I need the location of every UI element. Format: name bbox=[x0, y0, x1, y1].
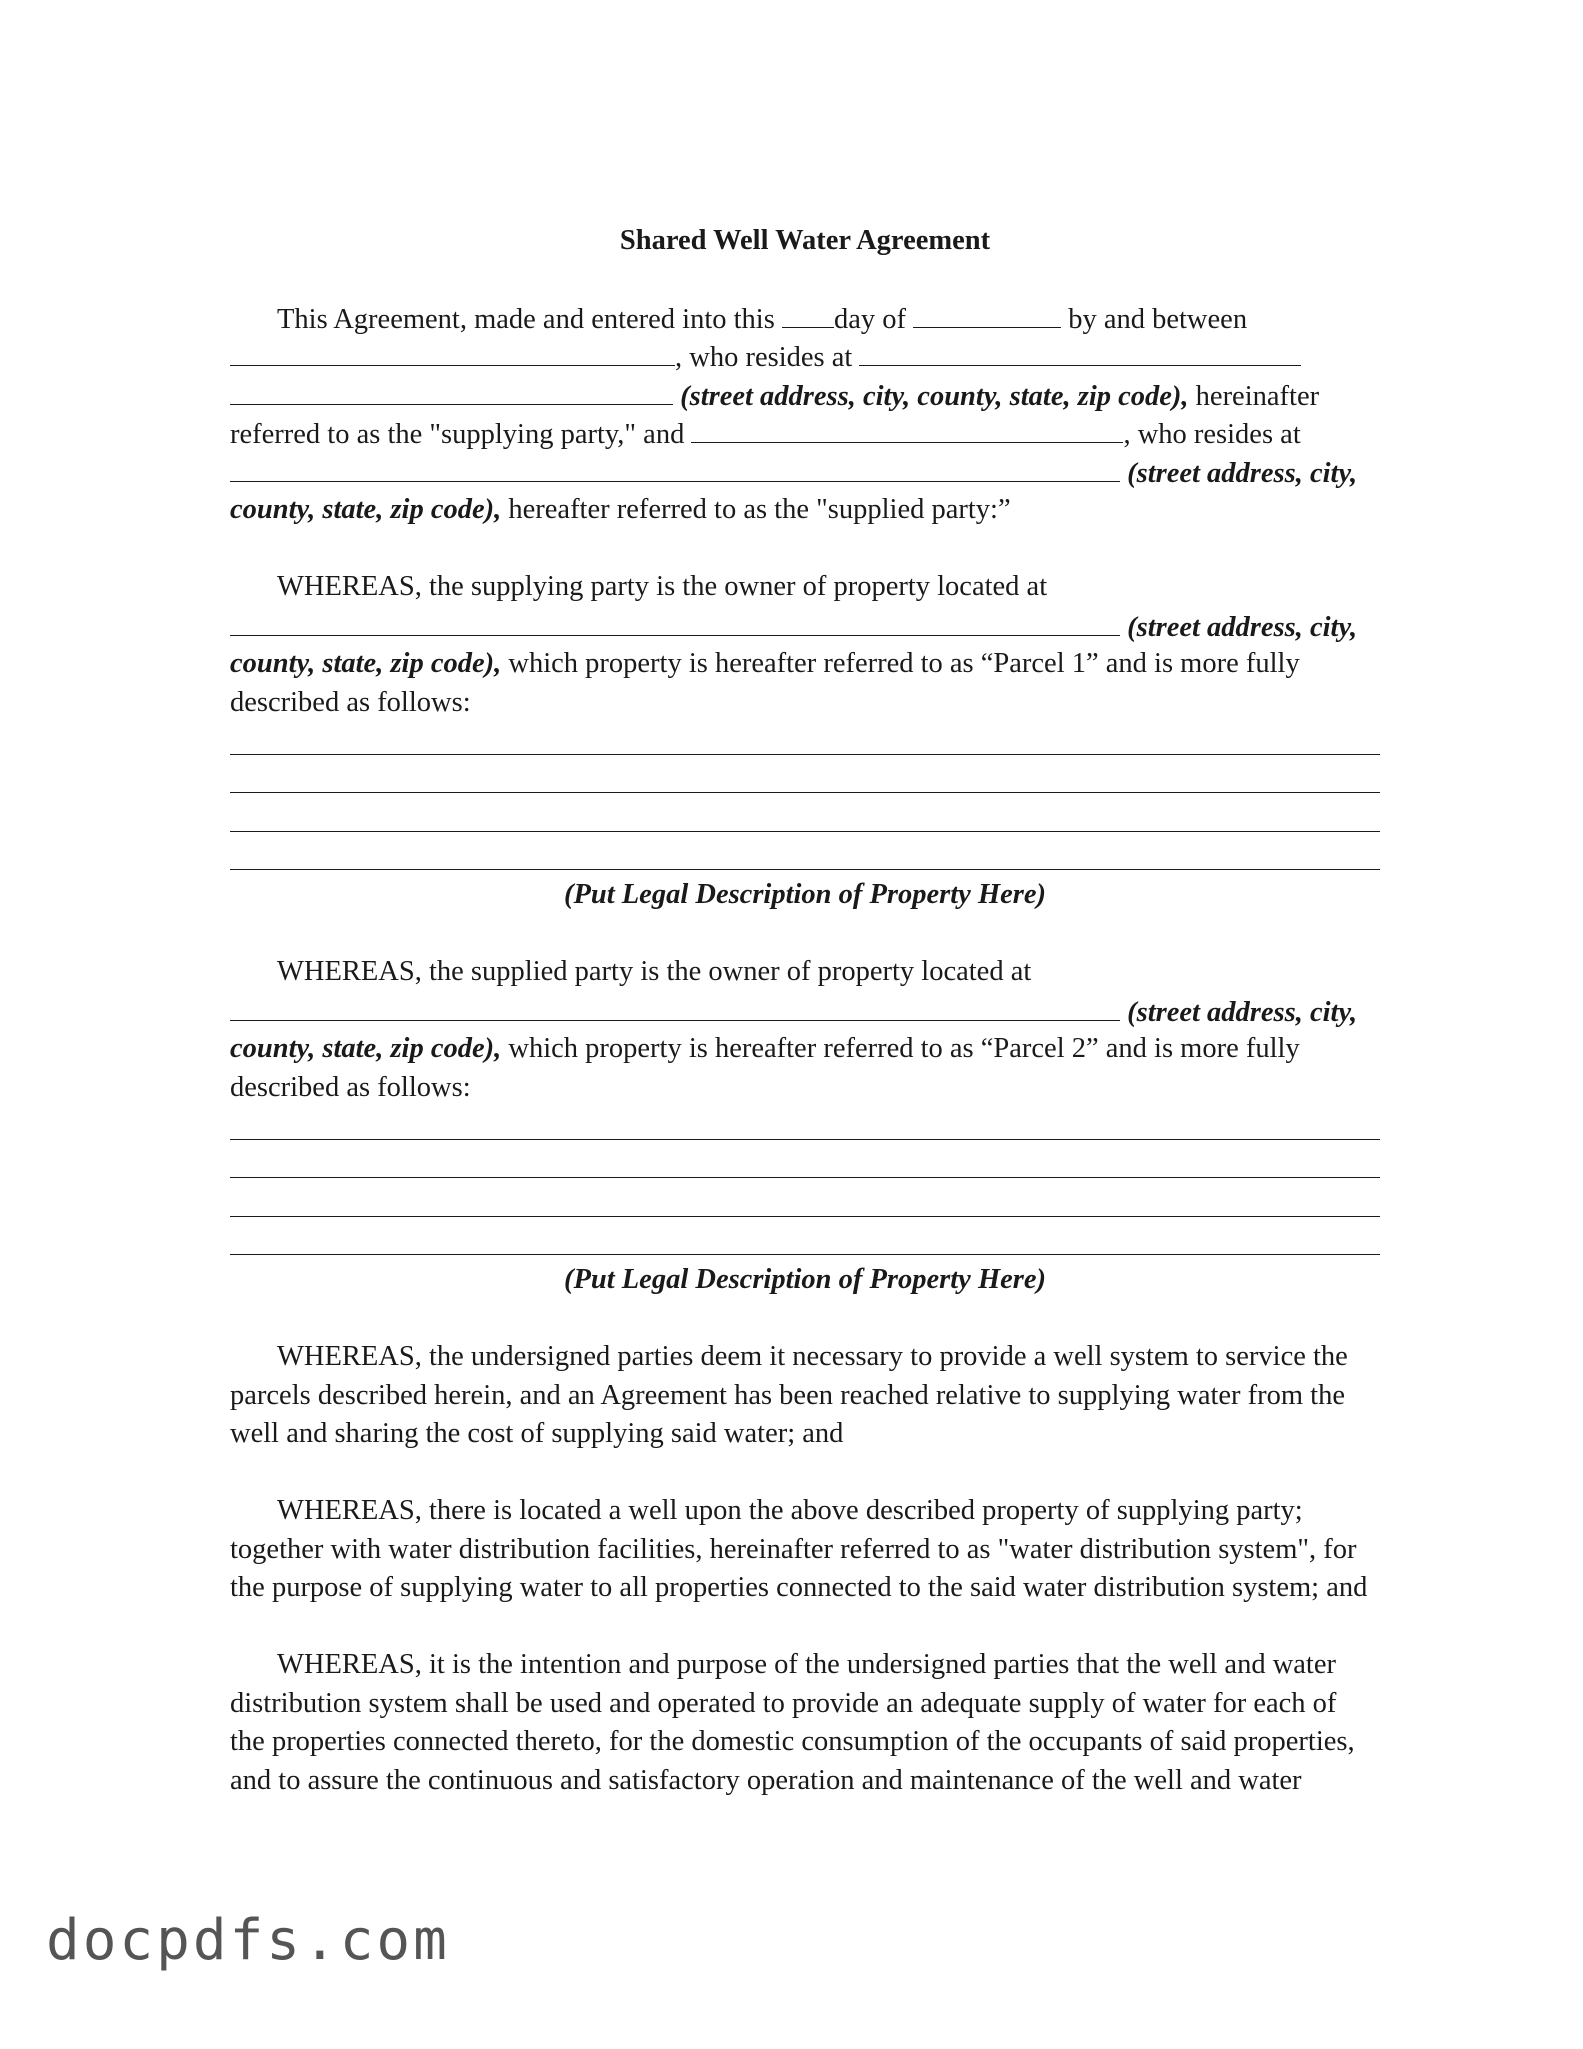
site-watermark: docpdfs.com bbox=[46, 1908, 450, 1973]
whereas3-line-3: well and sharing the cost of supplying said water; and bbox=[230, 1418, 844, 1449]
whereas-parcel-2 bbox=[230, 953, 1380, 1300]
whereas4-line-1: WHEREAS, there is located a well upon the above described property of supplying party; bbox=[277, 1495, 1303, 1526]
parcel2-caption: (Put Legal Description of Property Here) bbox=[563, 1264, 1047, 1295]
supplying-party-address-blank-1[interactable] bbox=[859, 337, 1301, 366]
parcel2-description-line-1[interactable] bbox=[230, 1107, 1380, 1146]
intro-line-3: (street address, city, county, state, zip code), hereinafter bbox=[230, 376, 1380, 415]
parcel1-caption: (Put Legal Description of Property Here) bbox=[563, 879, 1047, 910]
whereas1-line-4: described as follows: bbox=[230, 686, 471, 718]
whereas1-line-3: county, state, zip code), which property is hereafter referred to as “Parcel 1” and is more fully bbox=[230, 648, 1300, 679]
document-title: Shared Well Water Agreement bbox=[619, 225, 991, 256]
intro-paragraph bbox=[230, 299, 1380, 530]
whereas-parcel-1 bbox=[230, 568, 1380, 915]
parcel1-description-line-4[interactable] bbox=[230, 838, 1380, 877]
month-blank[interactable] bbox=[913, 299, 1061, 328]
whereas3-line-1: WHEREAS, the undersigned parties deem it necessary to provide a well system to service the bbox=[277, 1341, 1348, 1372]
supplied-party-name-blank[interactable] bbox=[691, 414, 1123, 443]
supplying-party-address-blank-2[interactable] bbox=[230, 376, 673, 405]
parcel2-description-line-2[interactable] bbox=[230, 1146, 1380, 1185]
supplying-party-name-blank[interactable] bbox=[230, 337, 675, 366]
intro-line-1: This Agreement, made and entered into this day of by and between bbox=[230, 299, 1380, 338]
whereas-well-system bbox=[230, 1338, 1380, 1454]
whereas4-line-3: the purpose of supplying water to all properties connected to the said water distribution system; and bbox=[230, 1572, 1368, 1603]
intro-line-6: county, state, zip code), hereafter referred to as the "supplied party:” bbox=[230, 494, 1011, 525]
agreement-document bbox=[230, 222, 1380, 1839]
supplied-party-address-blank[interactable] bbox=[230, 453, 1120, 482]
whereas4-line-2: together with water distribution facilities, hereinafter referred to as "water distribution system", for bbox=[230, 1533, 1357, 1565]
whereas2-line-3: county, state, zip code), which property is hereafter referred to as “Parcel 2” and is more fully bbox=[230, 1033, 1300, 1064]
whereas1-line-1: WHEREAS, the supplying party is the owner of property located at bbox=[277, 571, 1048, 602]
intro-line-2: , who resides at bbox=[230, 337, 1380, 376]
whereas-well-location bbox=[230, 1492, 1380, 1608]
whereas-intention bbox=[230, 1646, 1380, 1800]
parcel1-description-line-3[interactable] bbox=[230, 799, 1380, 838]
whereas5-line-2: distribution system shall be used and operated to provide an adequate supply of water for each of bbox=[230, 1687, 1337, 1719]
parcel1-address-blank[interactable] bbox=[230, 607, 1120, 636]
whereas2-line-2: (street address, city, bbox=[230, 992, 1380, 1031]
whereas2-line-1: WHEREAS, the supplied party is the owner of property located at bbox=[277, 956, 1032, 987]
whereas5-line-3: the properties connected thereto, for the domestic consumption of the occupants of said properties, bbox=[230, 1726, 1355, 1757]
parcel1-description-line-1[interactable] bbox=[230, 722, 1380, 761]
whereas1-line-2: (street address, city, bbox=[230, 607, 1380, 646]
parcel2-description-line-4[interactable] bbox=[230, 1223, 1380, 1262]
parcel1-description-line-2[interactable] bbox=[230, 761, 1380, 800]
whereas3-line-2: parcels described herein, and an Agreement has been reached relative to supplying water from the bbox=[230, 1379, 1345, 1411]
parcel2-description-line-3[interactable] bbox=[230, 1184, 1380, 1223]
whereas5-line-1: WHEREAS, it is the intention and purpose of the undersigned parties that the well and water bbox=[277, 1649, 1336, 1680]
intro-line-4: referred to as the "supplying party," and , who resides at bbox=[230, 414, 1380, 453]
day-blank[interactable] bbox=[782, 299, 834, 328]
intro-line-5: (street address, city, bbox=[230, 453, 1380, 492]
whereas2-line-4: described as follows: bbox=[230, 1071, 471, 1103]
parcel2-address-blank[interactable] bbox=[230, 992, 1120, 1021]
whereas5-line-4: and to assure the continuous and satisfactory operation and maintenance of the well and water bbox=[230, 1764, 1302, 1796]
